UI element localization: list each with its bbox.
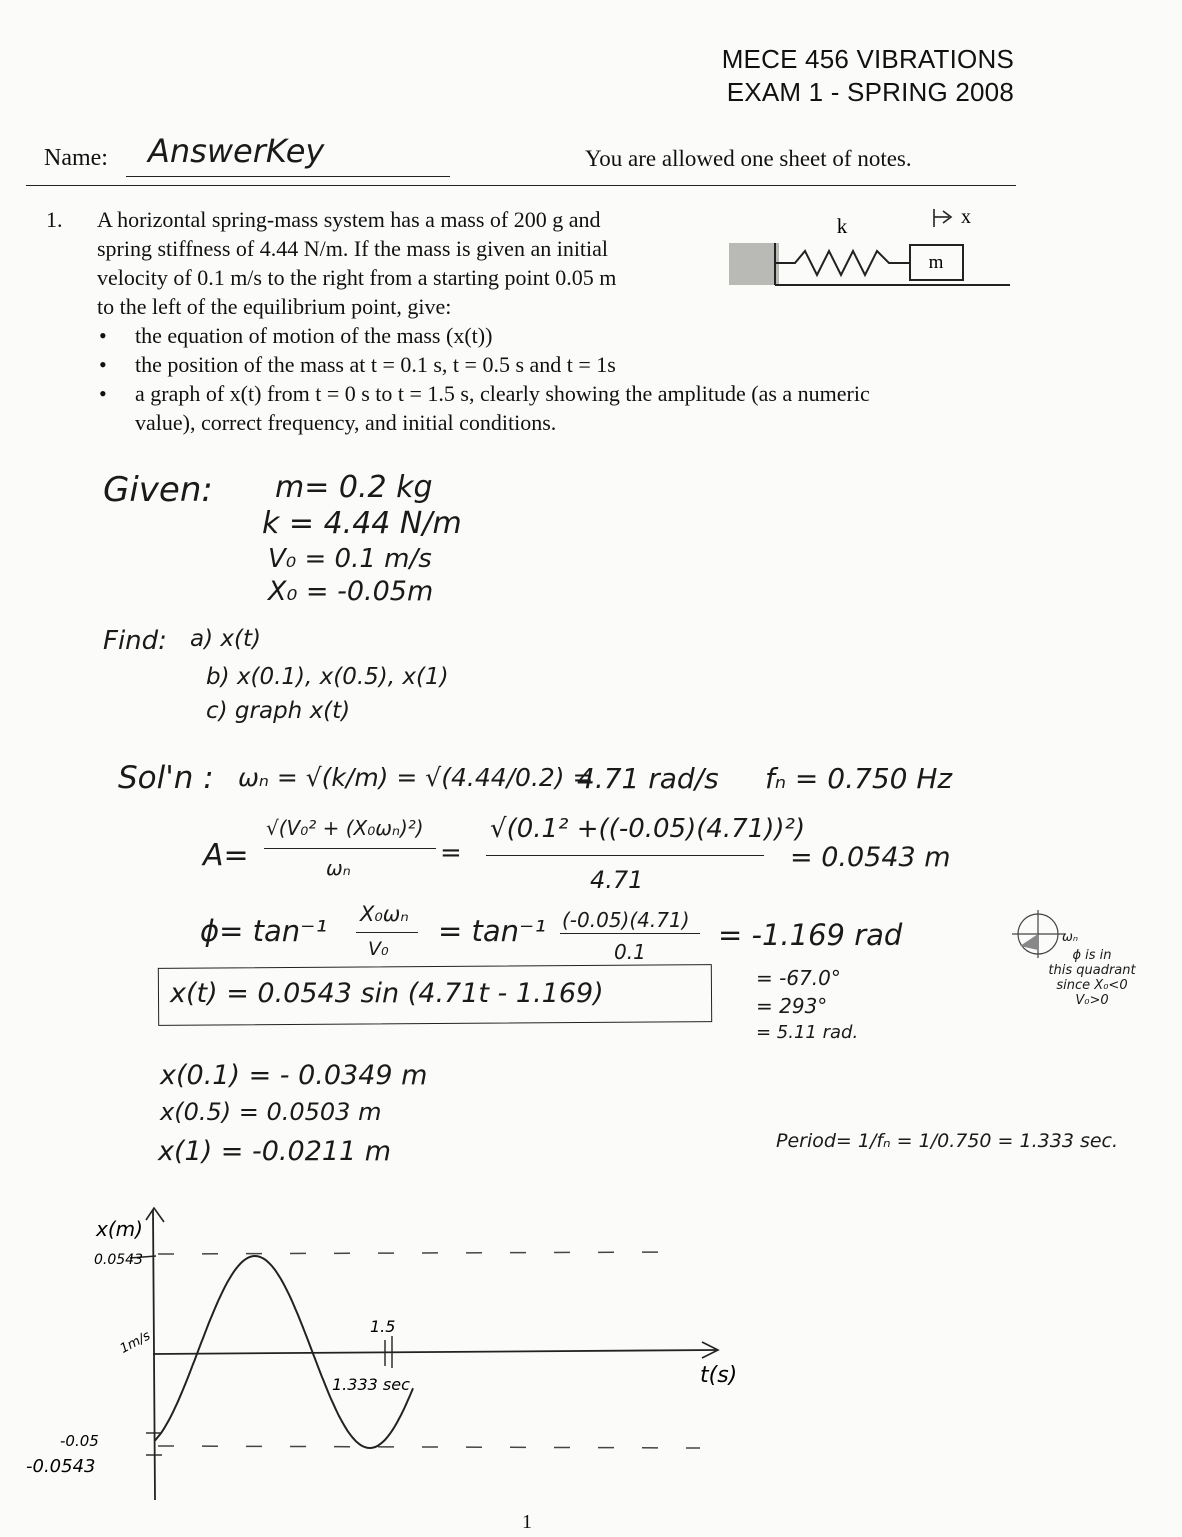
page-number: 1 — [522, 1511, 532, 1533]
bullet-continuation: value), correct frequency, and initial conditions. — [135, 410, 557, 435]
y-tick-label-top: 0.0543 — [94, 1252, 143, 1268]
problem-text — [97, 205, 717, 321]
amp-formula-bottom: ωₙ — [326, 856, 351, 880]
given-label: Given: — [103, 470, 213, 510]
problem-line: to the left of the equilibrium point, give: — [97, 294, 452, 319]
wn-expression: ωₙ = √(k/m) = √(4.44/0.2) = — [238, 763, 594, 792]
quadrant-note-line: this quadrant — [1048, 963, 1136, 978]
problem-line: velocity of 0.1 m/s to the right from a starting point 0.05 m — [97, 265, 617, 290]
header-divider — [26, 185, 1016, 186]
amp-value: = 0.0543 m — [790, 842, 951, 873]
course-title: MECE 456 VIBRATIONS — [721, 44, 1014, 74]
slope-annotation: 1m/s — [117, 1328, 154, 1357]
pos-t1: x(1) = -0.0211 m — [158, 1136, 392, 1167]
phi-alt-rad: = 5.11 rad. — [756, 1022, 859, 1043]
given-stiffness: k = 4.44 N/m — [262, 506, 462, 541]
phi-frac-top: X₀ωₙ — [360, 902, 409, 926]
y-axis-label: x(m) — [96, 1217, 143, 1241]
amp-eq: = — [440, 838, 462, 868]
phi-lhs: ϕ= tan⁻¹ — [200, 914, 328, 948]
find-label: Find: — [103, 626, 167, 656]
name-underline — [126, 176, 450, 177]
mass-label: m — [928, 252, 944, 273]
amp-lhs: A= — [203, 838, 249, 873]
bleed-through-decoration — [530, 520, 531, 521]
x-axis — [153, 1350, 716, 1354]
find-item-a: a) x(t) — [190, 626, 261, 652]
problem-bullets — [97, 321, 997, 437]
period: Period= 1/fₙ = 1/0.750 = 1.333 sec. — [776, 1130, 1119, 1152]
amp-formula-bar — [264, 848, 436, 849]
quadrant-note-line: since X₀<0 — [1056, 978, 1128, 993]
amp-numeric-bar — [486, 855, 764, 856]
amp-formula-top: √(V₀² + (X₀ωₙ)²) — [266, 816, 424, 840]
problem-number: 1. — [46, 207, 63, 232]
phi-alt-pos: = 293° — [756, 994, 828, 1018]
x-axis-label: x — [961, 206, 971, 228]
find-item-c: c) graph x(t) — [206, 698, 351, 724]
given-velocity: V₀ = 0.1 m/s — [268, 544, 432, 574]
phi-frac-bar — [356, 932, 418, 933]
y-axis-arrowhead — [146, 1208, 164, 1222]
x-label-1-5: 1.5 — [370, 1317, 396, 1336]
bullet-item: • a graph of x(t) from t = 0 s to t = 1.5 s, clearly showing the amplitude (as a numeric — [97, 379, 997, 408]
amp-numerator: √(0.1² +((-0.05)(4.71))²) — [490, 814, 806, 844]
find-item-b: b) x(0.1), x(0.5), x(1) — [206, 664, 449, 690]
pos-t01: x(0.1) = - 0.0349 m — [160, 1060, 428, 1091]
exam-title: EXAM 1 - SPRING 2008 — [726, 77, 1014, 107]
x-axis-label: t(s) — [700, 1363, 738, 1388]
y-axis — [153, 1210, 155, 1500]
name-label: Name: — [44, 145, 108, 171]
xt-graph — [26, 1200, 800, 1520]
phi-value: = -1.169 rad — [718, 918, 903, 952]
quadrant-note — [1032, 948, 1152, 1008]
pos-t05: x(0.5) = 0.0503 m — [160, 1098, 382, 1126]
bullet-item: • the equation of motion of the mass (x(t)) — [97, 321, 997, 350]
min-amplitude-guide — [158, 1446, 700, 1448]
phi-mid: = tan⁻¹ — [438, 914, 546, 948]
soln-label: Sol'n : — [118, 760, 214, 796]
phi-num-bottom: 0.1 — [614, 940, 646, 964]
spring-label: k — [836, 214, 848, 238]
given-mass: m= 0.2 kg — [275, 470, 433, 505]
spring — [775, 251, 910, 275]
y-tick-label-x0: -0.05 — [60, 1432, 99, 1450]
quadrant-symbol: ωₙ — [1062, 930, 1079, 945]
given-position: X₀ = -0.05m — [268, 576, 434, 607]
phi-frac-bottom: V₀ — [368, 938, 389, 960]
wall-shading — [729, 243, 779, 285]
notes-allowed: You are allowed one sheet of notes. — [585, 146, 912, 171]
quadrant-note-line: ϕ is in — [1072, 948, 1112, 963]
phi-alt-deg: = -67.0° — [756, 966, 841, 990]
amp-denominator: 4.71 — [590, 866, 644, 894]
y-tick-label-bottom: -0.0543 — [26, 1456, 96, 1477]
quadrant-note-line: V₀>0 — [1075, 993, 1109, 1008]
problem-line: A horizontal spring-mass system has a mass of 200 g and — [97, 207, 601, 232]
name-value: AnswerKey — [148, 132, 325, 170]
wn-value: 4.71 rad/s — [577, 762, 719, 795]
bullet-item: • the position of the mass at t = 0.1 s, t = 0.5 s and t = 1s — [97, 350, 997, 379]
spring-mass-figure — [725, 195, 1015, 300]
x-label-period: 1.333 sec — [332, 1375, 410, 1394]
eom: x(t) = 0.0543 sin (4.71t - 1.169) — [170, 978, 604, 1009]
max-amplitude-guide — [158, 1252, 680, 1254]
fn-value: fₙ = 0.750 Hz — [765, 762, 953, 795]
phi-num-bar — [560, 933, 700, 934]
problem-line: spring stiffness of 4.44 N/m. If the mass is given an initial — [97, 236, 609, 261]
phi-num-top: (-0.05)(4.71) — [562, 908, 690, 932]
